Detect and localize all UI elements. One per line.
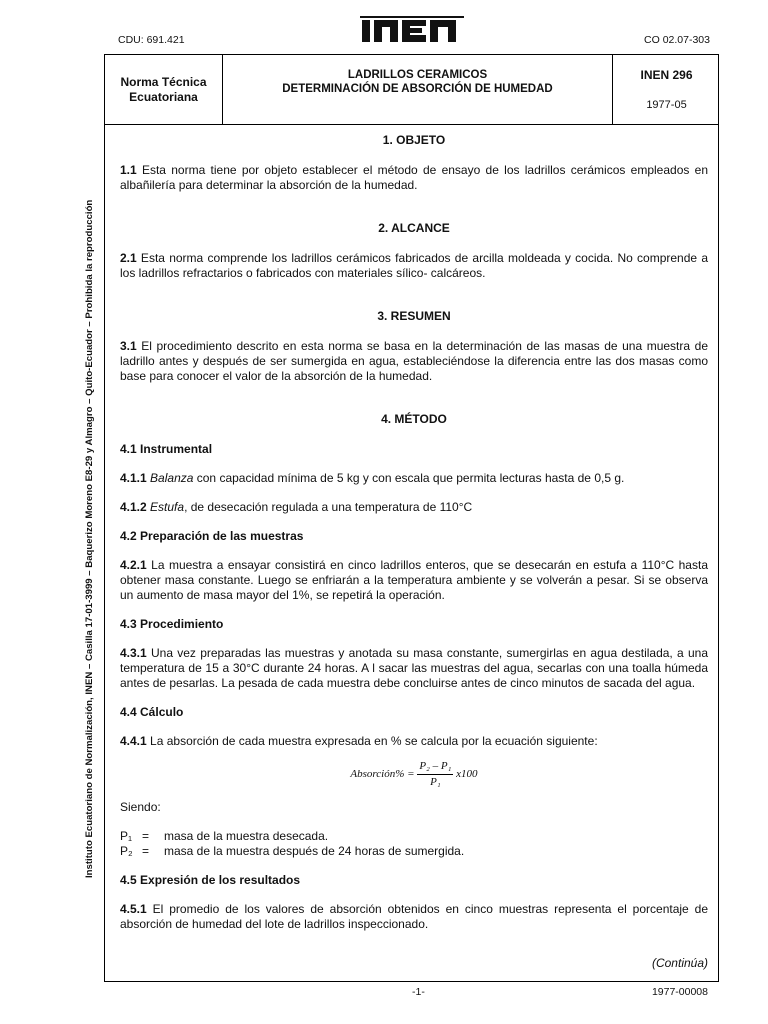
- subsection-4-4-title: 4.4 Cálculo: [120, 705, 184, 719]
- co-code: CO 02.07-303: [644, 34, 710, 46]
- norm-title: [223, 55, 613, 124]
- side-notice: Instituto Ecuatoriano de Normalización, INEN – Casilla 17-01-3999 – Baquerizo Moreno E8-29 y Almagro – Quito-Ecuador – Prohibida la reproducción: [84, 199, 95, 878]
- subsection-4-3-title: 4.3 Procedimiento: [120, 617, 224, 631]
- paragraph-4-5-1: 4.5.1 El promedio de los valores de absorción obtenidos en cinco muestras representa el porcentaje de absorción de humedad del lote de ladrillos inspeccionado.: [120, 902, 708, 931]
- norm-title-line1: LADRILLOS CERAMICOS: [347, 69, 488, 81]
- p1-equals: =: [142, 829, 150, 843]
- norm-code-cell: [613, 55, 720, 124]
- paragraph-4-1-2: 4.1.2 Estufa, de desecación regulada a una temperatura de 110°C: [120, 500, 473, 514]
- norm-type: [105, 55, 223, 124]
- p1-symbol: P₁: [120, 829, 133, 843]
- document-number: 1977-00008: [651, 986, 708, 998]
- header-table: [105, 55, 718, 125]
- paragraph-4-1-1: 4.1.1 Balanza con capacidad mínima de 5 kg y con escala que permita lecturas hasta de 0,5 g.: [120, 471, 625, 485]
- absorption-formula: [120, 759, 708, 790]
- p2-description: masa de la muestra después de 24 horas de sumergida.: [164, 844, 465, 858]
- norm-title-line2: DETERMINACIÓN DE ABSORCIÓN DE HUMEDAD: [282, 83, 553, 95]
- subsection-4-5-title: 4.5 Expresión de los resultados: [120, 873, 301, 887]
- cdu-code: CDU: 691.421: [118, 34, 185, 46]
- document-frame: [104, 54, 719, 982]
- siendo-label: Siendo:: [120, 800, 161, 814]
- legend-p2: [120, 844, 708, 859]
- norm-date: 1977-05: [646, 99, 687, 111]
- section-1-title: 1. OBJETO: [382, 133, 446, 147]
- paragraph-1-1: 1.1 Esta norma tiene por objeto establecer el método de ensayo de los ladrillos cerámicos empleados en albañilería para determinar la absorción de la humedad.: [120, 163, 708, 192]
- paragraph-4-3-1: 4.3.1 Una vez preparadas las muestras y anotada su masa constante, sumergirlas en agua destilada, a una temperatura de 15 a 30°C durante 24 horas. A l sacar las muestras del agua, secarlas con una toalla húmeda antes de pesarlas. La pesada de cada muestra debe concluirse antes de cinco minutos de sacada del agua.: [120, 646, 708, 690]
- paragraph-4-4-1: 4.4.1 La absorción de cada muestra expresada en % se calcula por la ecuación siguiente:: [120, 734, 598, 748]
- norm-code: INEN 296: [640, 68, 693, 82]
- document-body: [120, 133, 708, 971]
- p2-equals: =: [142, 844, 150, 858]
- section-4-title: 4. MÉTODO: [381, 412, 447, 426]
- legend-p1: [120, 829, 708, 844]
- continua-note: (Continúa): [651, 956, 708, 970]
- section-2-title: 2. ALCANCE: [378, 221, 450, 235]
- page-number: -1-: [412, 986, 425, 998]
- subsection-4-1-title: 4.1 Instrumental: [120, 442, 213, 456]
- norm-type-line2: Ecuatoriana: [129, 89, 198, 104]
- section-3-title: 3. RESUMEN: [377, 309, 451, 323]
- subsection-4-2-title: 4.2 Preparación de las muestras: [120, 529, 304, 543]
- paragraph-3-1: 3.1 El procedimiento descrito en esta norma se basa en la determinación de las masas de una muestra de ladrillo antes y después de ser sumergida en agua, estableciéndose la diferencia entre las dos masas como base para conocer el valor de la absorción de la humedad.: [120, 339, 708, 383]
- norm-type-line1: Norma Técnica: [120, 74, 207, 89]
- formula-rhs: x100: [456, 768, 478, 781]
- paragraph-2-1: 2.1 Esta norma comprende los ladrillos cerámicos fabricados de arcilla moldeada y cocida. No comprende a los ladrillos refractarios o fabricados con materiales sílico- calcáreos.: [120, 251, 708, 280]
- formula-fraction: [417, 759, 453, 790]
- inen-logo: [360, 16, 464, 44]
- paragraph-4-2-1: 4.2.1 La muestra a ensayar consistirá en cinco ladrillos enteros, que se desecarán en estufa a 110°C hasta obtener masa constante. Luego se enfriarán a la temperatura ambiente y se volverán a pesar. Si se observa un aumento de masa mayor del 1%, se repetirá la operación.: [120, 558, 708, 602]
- p1-description: masa de la muestra desecada.: [164, 829, 329, 843]
- p2-symbol: P₂: [120, 844, 133, 858]
- formula-lhs: Absorción% =: [350, 768, 415, 781]
- formula-numerator: P₂ – P₁: [417, 759, 453, 775]
- formula-denominator: P₁: [430, 776, 441, 788]
